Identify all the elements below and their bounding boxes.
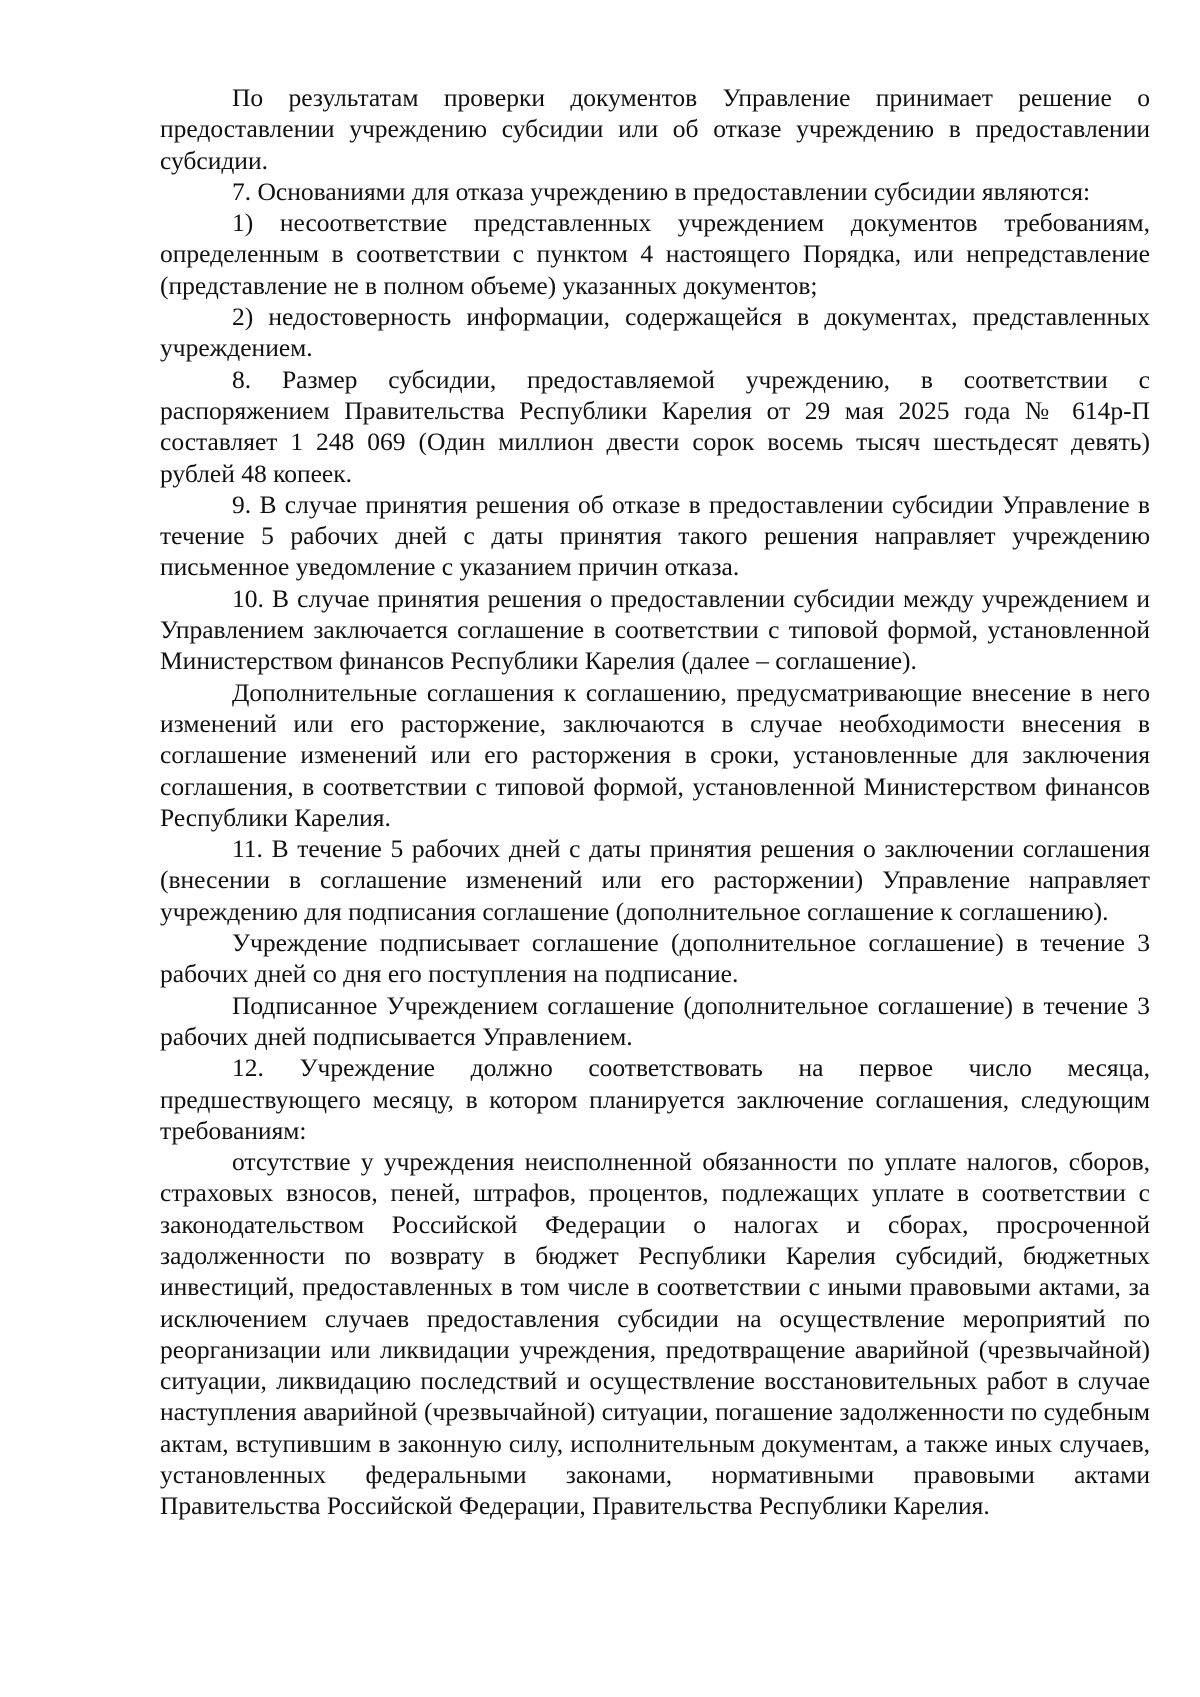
paragraph-signing-by-institution: Учреждение подписывает соглашение (дополнительное соглашение) в течение 3 рабочих дней со дня его поступления на подписание. (160, 928, 1150, 989)
paragraph-item-9: 9. В случае принятия решения об отказе в предоставлении субсидии Управление в течение 5 рабочих дней с даты принятия такого решения направляет учреждению письменное уведомление с указанием причин отказа. (160, 489, 1150, 582)
paragraph-item-12: 12. Учреждение должно соответствовать на первое число месяца, предшествующего месяцу, в котором планируется заключение соглашения, следующим требованиям: (160, 1053, 1150, 1145)
paragraph-item-7-1: 1) несоответствие представленных учреждением документов требованиям, определенным в соответствии с пунктом 4 настоящего Порядка, или непредставление (представление не в полном объеме) указанных документов; (160, 208, 1150, 300)
paragraph-item-10: 10. В случае принятия решения о предоставлении субсидии между учреждением и Управлением заключается соглашение в соответствии с типовой формой, установленной Министерством финансов Республики Карелия (далее – соглашение). (160, 583, 1150, 676)
paragraph-requirement-no-debt: отсутствие у учреждения неисполненной обязанности по уплате налогов, сборов, страховых взносов, пеней, штрафов, процентов, подлежащих уплате в соответствии с законодательством Российской Федерации о налогах и сборах, просроченной задолженности по возврату в бюджет Республики Карелия субсидий, бюджетных инвестиций, предоставленных в том числе в соответствии с иными правовыми актами, за исключением случаев предоставления субсидии на осуществление мероприятий по реорганизации или ликвидации учреждения, предотвращение аварийной (чрезвычайной) ситуации, ликвидацию последствий и осуществление восстановительных работ в случае наступления аварийной (чрезвычайной) ситуации, погашение задолженности по судебным актам, вступившим в законную силу, исполнительным документам, а также иных случаев, установленных федеральными законами, нормативными правовыми актами Правительства Российской Федерации, Правительства Республики Карелия. (160, 1147, 1150, 1521)
paragraph-decision-result: По результатам проверки документов Управление принимает решение о предоставлении учреждению субсидии или об отказе учреждению в предоставлении субсидии. (160, 83, 1150, 175)
paragraph-signing-by-management: Подписанное Учреждением соглашение (дополнительное соглашение) в течение 3 рабочих дней подписывается Управлением. (160, 990, 1150, 1051)
paragraph-item-11: 11. В течение 5 рабочих дней с даты принятия решения о заключении соглашения (внесении в соглашение изменений или его расторжении) Управление направляет учреждению для подписания соглашение (дополнительное соглашение к соглашению). (160, 834, 1150, 926)
paragraph-item-8: 8. Размер субсидии, предоставляемой учреждению, в соответствии с распоряжением Правительства Республики Карелия от 29 мая 2025 года № 614р-П составляет 1 248 069 (Один миллион двести сорок восемь тысяч шестьдесят девять) рублей 48 копеек. (160, 364, 1150, 488)
paragraph-additional-agreements: Дополнительные соглашения к соглашению, предусматривающие внесение в него изменений или его расторжение, заключаются в случае необходимости внесения в соглашение изменений или его расторжения в сроки, установленные для заключения соглашения, в соответствии с типовой формой, установленной Министерством финансов Республики Карелия. (160, 677, 1150, 832)
paragraph-item-7: 7. Основаниями для отказа учреждению в предоставлении субсидии являются: (232, 176, 1091, 206)
paragraph-item-7-2: 2) недостоверность информации, содержащейся в документах, представленных учреждением. (160, 302, 1150, 363)
document-page (160, 82, 1150, 1522)
